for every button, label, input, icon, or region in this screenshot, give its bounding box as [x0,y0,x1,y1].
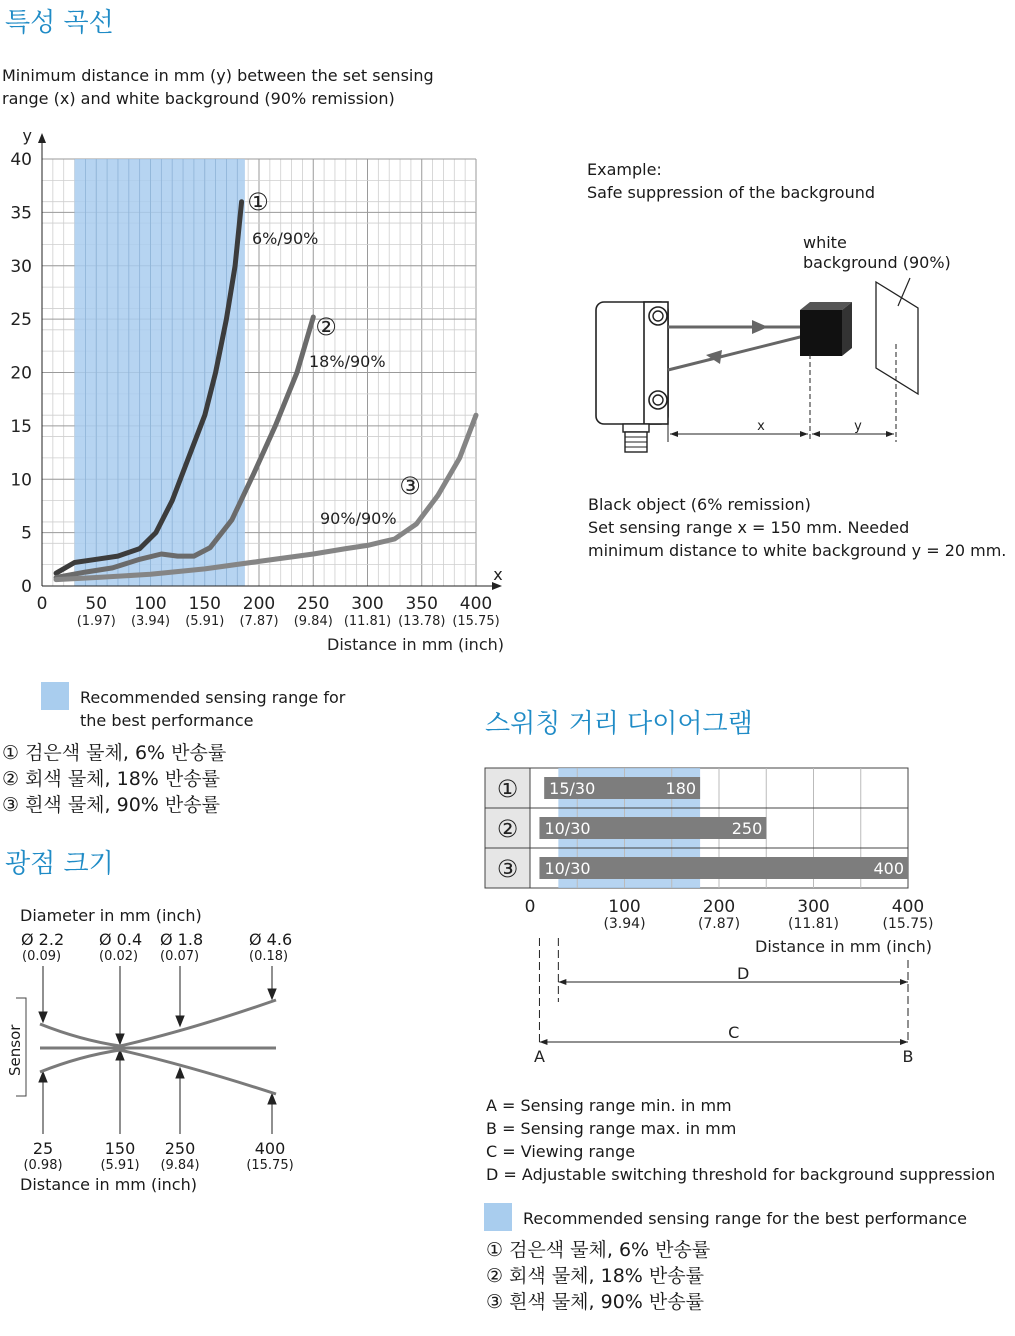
example-desc-line1: Black object (6% remission) [588,495,811,514]
distance-label: 250 [164,1139,196,1158]
diameter-label: Ø 1.8 [160,930,204,949]
series-label-2: 18%/90% [309,352,386,371]
definition-c: C = Viewing range [486,1142,636,1161]
bar-marker-1: ① [496,775,519,803]
legend-text-recommended: Recommended sensing range for the best performance [80,688,346,730]
x-tick-sublabel: (15.75) [452,614,500,629]
beam-arrow-icon [752,320,768,334]
legend-item: ② 회색 물체, 18% 반송률 [486,1265,704,1287]
x-tick-sublabel: (11.81) [787,916,840,932]
diameter-sub: (0.07) [160,949,200,964]
y-tick-label: 35 [10,203,32,224]
legend-list-switching [486,1237,710,1315]
switching-bar-3 [539,857,908,879]
example-title-line1: Example: [587,160,662,179]
definition-a: A = Sensing range min. in mm [486,1096,732,1115]
x-tick-label: 100 [134,594,167,614]
spot-diameter-title: Diameter in mm (inch) [20,906,202,925]
x-tick-sublabel: (5.91) [185,614,225,629]
dim-arrow-icon [900,1039,908,1045]
dim-arrow-icon [539,1039,547,1045]
x-axis-label: Distance in mm (inch) [327,635,504,654]
bar-end-label-3: 400 [873,859,904,878]
x-tick-sublabel: (15.75) [882,916,934,932]
beam-lower-edge [40,1050,276,1094]
distance-sub: (0.98) [23,1158,63,1173]
reflected-beam [668,334,812,370]
dim-label-y: y [854,419,862,434]
diameter-label: Ø 4.6 [249,930,293,949]
legend-item: ① 검은색 물체, 6% 반송률 [486,1239,711,1261]
dim-arrow-icon [900,979,908,985]
diameter-label: Ø 2.2 [21,930,65,949]
bar-start-label-3: 10/30 [544,859,591,878]
x-axis-short-label: x [493,565,503,584]
dim-label-a: A [533,1047,545,1066]
beam-return-arrow-icon [706,350,722,364]
example-background-label [803,233,951,273]
y-tick-label: 5 [21,523,32,544]
y-axis-arrow-icon [38,133,46,143]
distance-sub: (5.91) [100,1158,140,1173]
x-tick-label: 250 [297,594,330,614]
switching-definitions [486,1094,995,1186]
example-desc-line2: Set sensing range x = 150 mm. Needed [588,518,910,537]
diameter-sub: (0.02) [99,949,139,964]
bar-start-label-1: 15/30 [549,779,596,798]
series-label-3: 90%/90% [320,509,397,528]
black-object-icon [800,302,852,356]
definition-d: D = Adjustable switching threshold for background suppression [486,1165,996,1184]
x-tick-label: 50 [85,594,108,614]
distance-label: 150 [104,1139,136,1158]
distance-sub: (9.84) [160,1158,200,1173]
switching-distance-chart [480,760,940,1070]
example-title [587,158,875,204]
sensor-icon [596,302,668,452]
x-tick-sublabel: (7.87) [239,614,279,629]
legend-item: ③ 흰색 물체, 90% 반송률 [486,1291,704,1313]
legend-list-curve [2,740,226,818]
y-tick-label: 0 [21,577,32,597]
x-tick-label: 200 [242,594,276,614]
y-tick-label: 15 [10,416,32,437]
x-tick-label: 400 [459,594,493,614]
x-tick-label: 0 [36,594,48,614]
characteristic-curve-chart [0,120,520,665]
example-description [588,493,1006,562]
bar-end-label-2: 250 [731,819,763,838]
y-tick-label: 10 [10,470,32,491]
bar-end-label-1: 180 [665,779,697,798]
x-axis-label: Distance in mm (inch) [755,937,932,956]
legend-item: ② 회색 물체, 18% 반송률 [2,768,220,790]
x-tick-label: 350 [405,594,438,614]
x-tick-label: 300 [797,897,830,917]
spot-distance-axis-label: Distance in mm (inch) [20,1175,197,1194]
legend-item: ③ 흰색 물체, 90% 반송률 [2,794,220,816]
x-tick-label: 300 [351,594,384,614]
distance-label: 400 [254,1139,286,1158]
series-marker-1: ① [247,188,269,216]
x-tick-sublabel: (11.81) [343,614,392,629]
bar-start-label-2: 10/30 [544,819,591,838]
x-tick-label: 150 [188,594,221,614]
legend-swatch-recommended-2 [484,1203,512,1231]
example-title-line2: Safe suppression of the background [587,183,875,202]
diameter-label: Ø 0.4 [99,930,143,949]
legend-text-recommended-2: Recommended sensing range for the best performance [523,1209,967,1228]
dim-arrow-icon [558,979,566,985]
x-tick-sublabel: (3.94) [603,916,646,932]
example-sensor-illustration [580,270,1000,460]
heading-switching-diagram: 스위칭 거리 다이어그램 [485,709,753,739]
background-label-line2: background (90%) [803,253,951,272]
x-tick-sublabel: (1.97) [76,614,116,629]
bar-marker-2: ② [496,815,519,843]
x-tick-sublabel: (3.94) [130,614,171,629]
legend-item: ① 검은색 물체, 6% 반송률 [2,742,227,764]
diameter-sub: (0.18) [249,949,289,964]
x-tick-label: 0 [524,897,536,917]
y-tick-label: 20 [10,363,32,384]
x-tick-sublabel: (7.87) [697,916,741,932]
x-tick-label: 100 [608,897,641,917]
dim-label-x: x [757,419,765,434]
heading-spot-size: 광점 크기 [5,849,114,879]
distance-label: 25 [32,1139,54,1158]
x-tick-sublabel: (9.84) [293,614,333,629]
series-label-1: 6%/90% [252,229,319,248]
dim-label-d: D [737,964,750,983]
white-background-icon [876,282,918,394]
diameter-pointer-arrows [39,966,276,1134]
definition-b: B = Sensing range max. in mm [486,1119,737,1138]
y-axis-label: y [22,126,32,145]
example-desc-line3: minimum distance to white background y = 20 mm. [588,541,1007,560]
y-tick-label: 40 [10,150,32,170]
y-tick-label: 25 [10,310,32,331]
x-tick-label: 200 [702,897,736,917]
sensor-label: Sensor [6,1024,24,1076]
series-marker-2: ② [315,313,337,341]
dim-label-c: C [728,1023,740,1042]
legend-swatch-recommended [41,682,69,710]
y-tick-label: 30 [10,256,32,277]
background-label-line1: white [803,233,847,252]
diameter-sub: (0.09) [22,949,62,964]
spot-size-diagram [0,900,320,1200]
distance-sub: (15.75) [246,1158,294,1173]
bar-marker-3: ③ [496,855,519,883]
dim-label-b: B [902,1047,914,1066]
chart-subtitle: Minimum distance in mm (y) between the set sensing range (x) and white background (90% remission) [2,66,434,108]
x-tick-sublabel: (13.78) [398,614,446,629]
series-marker-3: ③ [399,472,421,500]
beam-upper-edge [40,1000,276,1046]
x-tick-label: 400 [891,897,925,917]
heading-characteristic-curve: 특성 곡선 [5,8,114,38]
